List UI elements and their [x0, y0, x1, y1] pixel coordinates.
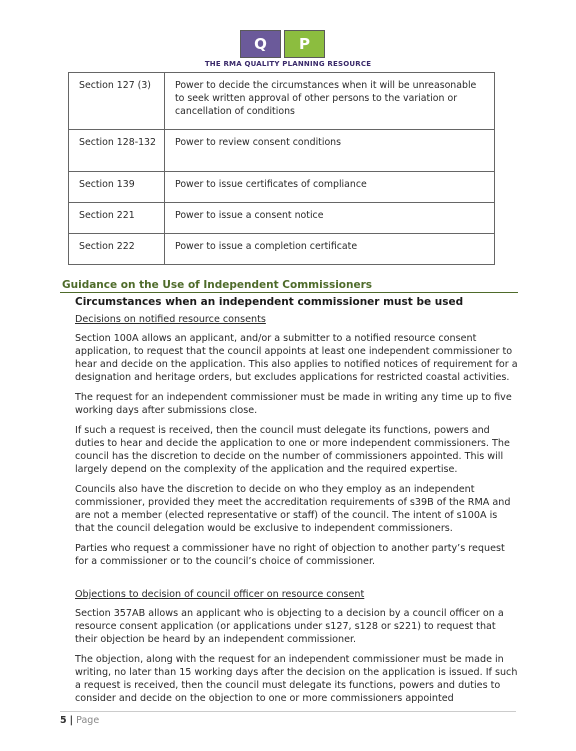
paragraph: If such a request is received, then the council must delegate its functions, powers and duties to hear and decide the application to one or more independent commissioners. The council has the discretion to decide on the number of commissioners appointed. This will largely depend on the complexity of the application and the required expertise.	[75, 425, 510, 475]
paragraph: The request for an independent commissioner must be made in writing any time up to five working days after submissions close.	[75, 392, 512, 416]
section-cell: Section 128-132	[69, 130, 165, 172]
page-label: Page	[76, 715, 100, 726]
paragraph: The objection, along with the request for an independent commissioner must be made in writing, no later than 15 working days after the decision on the application is issued. If such a request is received, then the council must delegate its functions, powers and duties to consider and decide on the objection to one or more commissioners appointed	[75, 654, 518, 704]
spacer	[75, 575, 518, 588]
guidance-content	[75, 296, 518, 712]
logo-q-box	[240, 30, 281, 58]
page-footer	[60, 711, 516, 726]
paragraph: Parties who request a commissioner have no right of objection to another party’s request for a commissioner or to the council’s choice of commissioner.	[75, 543, 505, 567]
power-cell: Power to issue a completion certificate	[165, 234, 495, 265]
section-cell: Section 139	[69, 172, 165, 203]
guidance-section-title: Guidance on the Use of Independent Commissioners	[62, 279, 373, 291]
qp-logo	[240, 30, 326, 58]
section-divider	[60, 292, 518, 293]
paragraph: Councils also have the discretion to decide on who they employ as an independent commissioner, provided they meet the accreditation requirements of s39B of the RMA and are not a member (elected representative or staff) of the council. The intent of s100A is that the council delegation would be exclusive to independent commissioners.	[75, 484, 511, 534]
power-cell: Power to issue certificates of compliance	[165, 172, 495, 203]
table-row	[69, 172, 495, 203]
paragraph: Section 100A allows an applicant, and/or a submitter to a notified resource consent application, to request that the council appoints at least one independent commissioner to hear and decide on the application. This also applies to notified notices of requirement for a designation and heritage orders, but excludes applications for restricted coastal activities.	[75, 333, 518, 383]
page-number: 5	[60, 715, 67, 726]
table-row	[69, 203, 495, 234]
logo-tagline: THE RMA QUALITY PLANNING RESOURCE	[204, 60, 372, 68]
powers-table	[68, 72, 495, 265]
table-row	[69, 130, 495, 172]
power-cell: Power to issue a consent notice	[165, 203, 495, 234]
section-cell: Section 127 (3)	[69, 73, 165, 130]
subheading-objections: Objections to decision of council officer on resource consent	[75, 589, 365, 600]
subheading-notified-consents: Decisions on notified resource consents	[75, 314, 266, 325]
logo-q-letter: Q	[254, 35, 267, 53]
section-cell: Section 222	[69, 234, 165, 265]
guidance-heading: Circumstances when an independent commissioner must be used	[75, 296, 464, 308]
table-row	[69, 73, 495, 130]
paragraph: Section 357AB allows an applicant who is objecting to a decision by a council officer on a resource consent application (or applications under s127, s128 or s221) to request that their objection be heard by an independent commissioner.	[75, 608, 504, 645]
power-cell: Power to review consent conditions	[165, 130, 495, 172]
footer-separator: |	[69, 715, 74, 726]
power-cell: Power to decide the circumstances when it will be unreasonable to seek written approval of other persons to the variation or cancellation of conditions	[165, 73, 495, 130]
section-cell: Section 221	[69, 203, 165, 234]
table-row	[69, 234, 495, 265]
logo-p-box	[284, 30, 325, 58]
logo-p-letter: P	[299, 35, 310, 53]
